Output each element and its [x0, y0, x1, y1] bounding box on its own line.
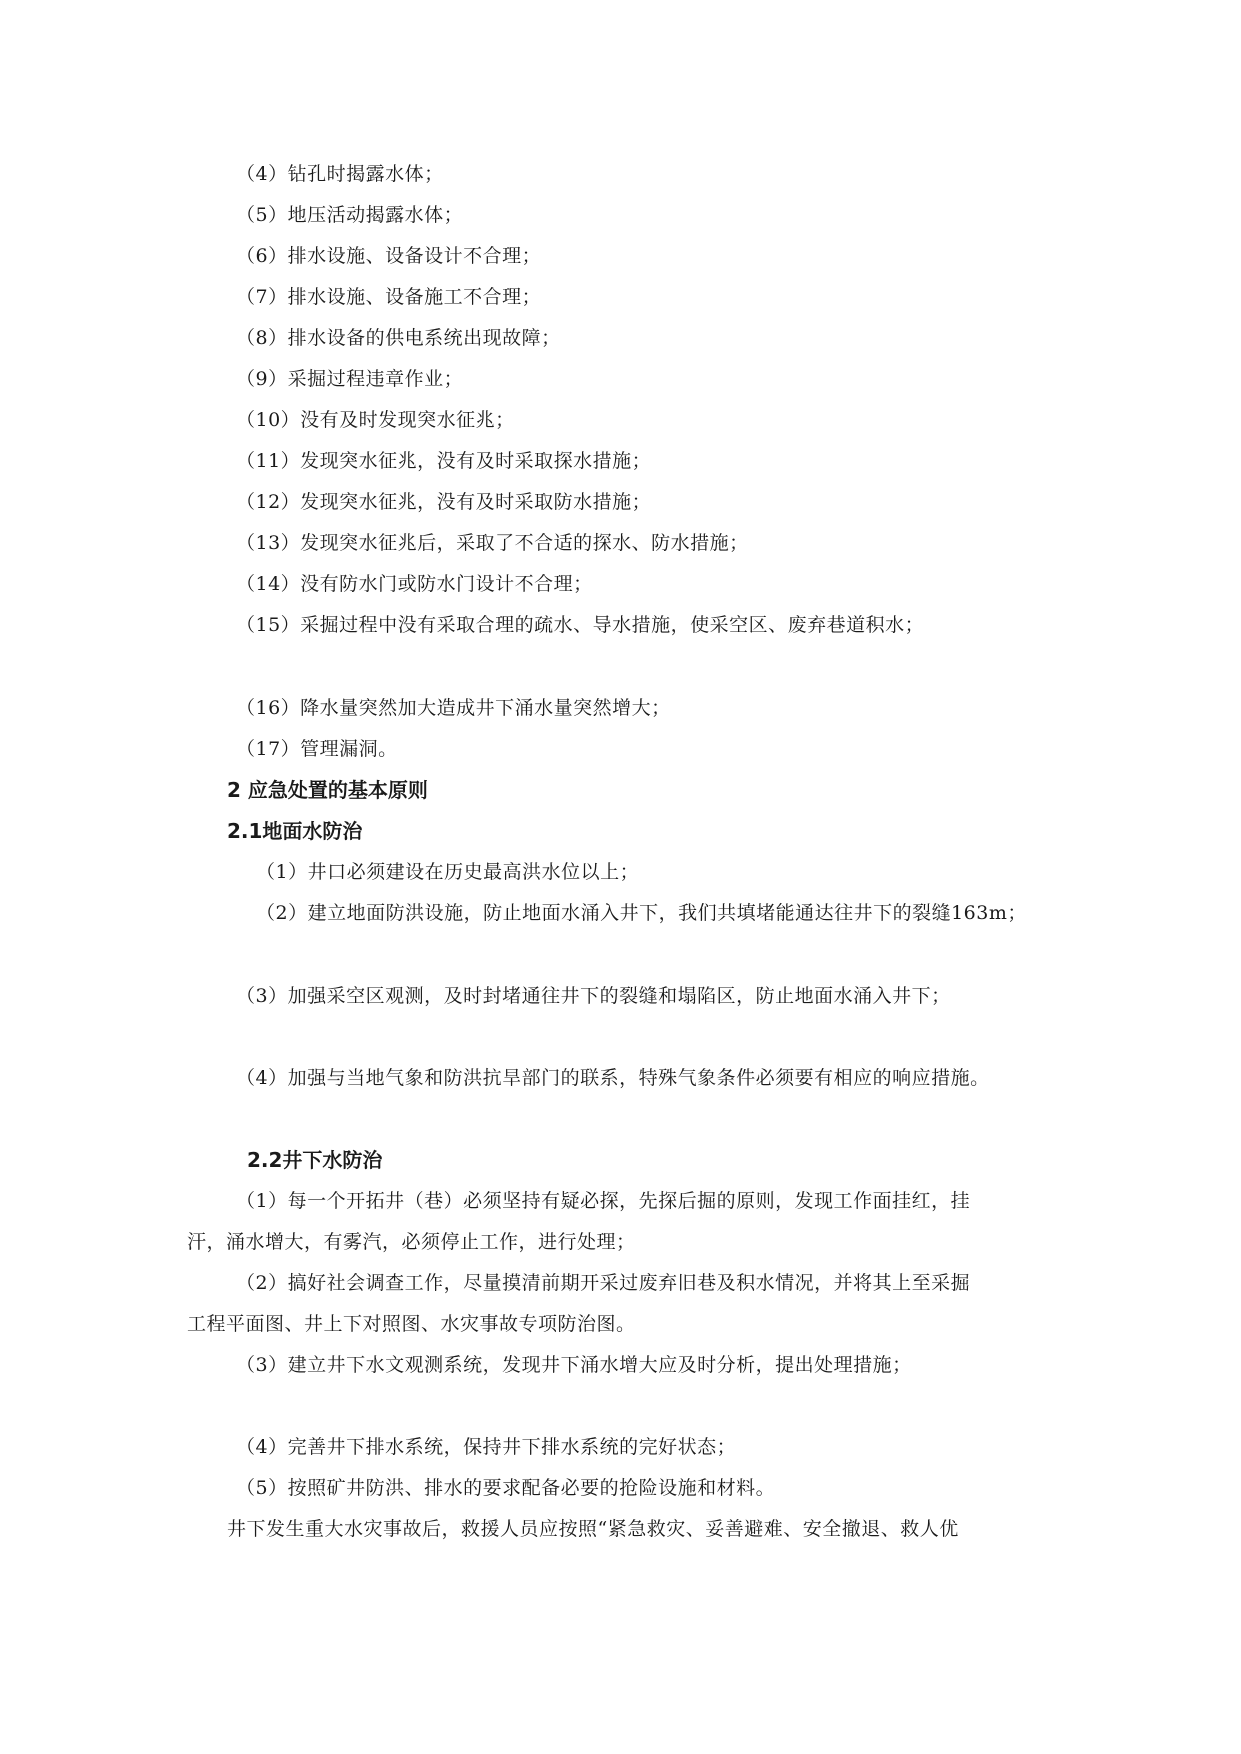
subsection-heading: 2.1地面水防治: [227, 819, 363, 843]
surface-water-item: （4）加强与当地气象和防洪抗旱部门的联系，特殊气象条件必须要有相应的响应措施。: [236, 1067, 990, 1089]
underground-water-item-cont: 工程平面图、井上下对照图、水灾事故专项防治图。: [187, 1313, 636, 1335]
closing-paragraph: 井下发生重大水灾事故后，救援人员应按照“紧急救灾、妥善避难、安全撤退、救人优: [227, 1518, 959, 1540]
underground-water-item-cont: 汗，涌水增大，有雾汽，必须停止工作，进行处理；: [187, 1231, 636, 1253]
underground-water-item: （5）按照矿井防洪、排水的要求配备必要的抢险设施和材料。: [236, 1477, 776, 1499]
surface-water-item: （2）建立地面防洪设施，防止地面水涌入井下，我们共填堵能通达往井下的裂缝163m；: [256, 902, 1027, 924]
cause-item: （10）没有及时发现突水征兆；: [236, 409, 515, 431]
subsection-heading: 2.2井下水防治: [247, 1148, 383, 1172]
cause-item: （12）发现突水征兆，没有及时采取防水措施；: [236, 491, 652, 513]
surface-water-item: （1）井口必须建设在历史最高洪水位以上；: [256, 861, 640, 883]
cause-item: （9）采掘过程违章作业；: [236, 368, 464, 390]
cause-item: （4）钻孔时揭露水体；: [236, 163, 444, 185]
underground-water-item: （3）建立井下水文观测系统，发现井下涌水增大应及时分析，提出处理措施；: [236, 1354, 912, 1376]
underground-water-item: （2）搞好社会调查工作，尽量摸清前期开采过废弃旧巷及积水情况，并将其上至采掘: [236, 1272, 971, 1294]
surface-water-item: （3）加强采空区观测，及时封堵通往井下的裂缝和塌陷区，防止地面水涌入井下；: [236, 985, 951, 1007]
cause-item: （16）降水量突然加大造成井下涌水量突然增大；: [236, 697, 671, 719]
cause-item: （8）排水设备的供电系统出现故障；: [236, 327, 561, 349]
cause-item: （17）管理漏洞。: [236, 738, 398, 760]
cause-item: （15）采掘过程中没有采取合理的疏水、导水措施，使采空区、废弃巷道积水；: [236, 614, 925, 636]
underground-water-item: （1）每一个开拓井（巷）必须坚持有疑必探，先探后掘的原则，发现工作面挂红，挂: [236, 1190, 971, 1212]
cause-item: （13）发现突水征兆后，采取了不合适的探水、防水措施；: [236, 532, 749, 554]
cause-item: （7）排水设施、设备施工不合理；: [236, 286, 542, 308]
underground-water-item: （4）完善井下排水系统，保持井下排水系统的完好状态；: [236, 1436, 737, 1458]
cause-item: （5）地压活动揭露水体；: [236, 204, 464, 226]
section-heading: 2 应急处置的基本原则: [227, 778, 428, 802]
cause-item: （6）排水设施、设备设计不合理；: [236, 245, 542, 267]
cause-item: （11）发现突水征兆，没有及时采取探水措施；: [236, 450, 652, 472]
cause-item: （14）没有防水门或防水门设计不合理；: [236, 573, 593, 595]
